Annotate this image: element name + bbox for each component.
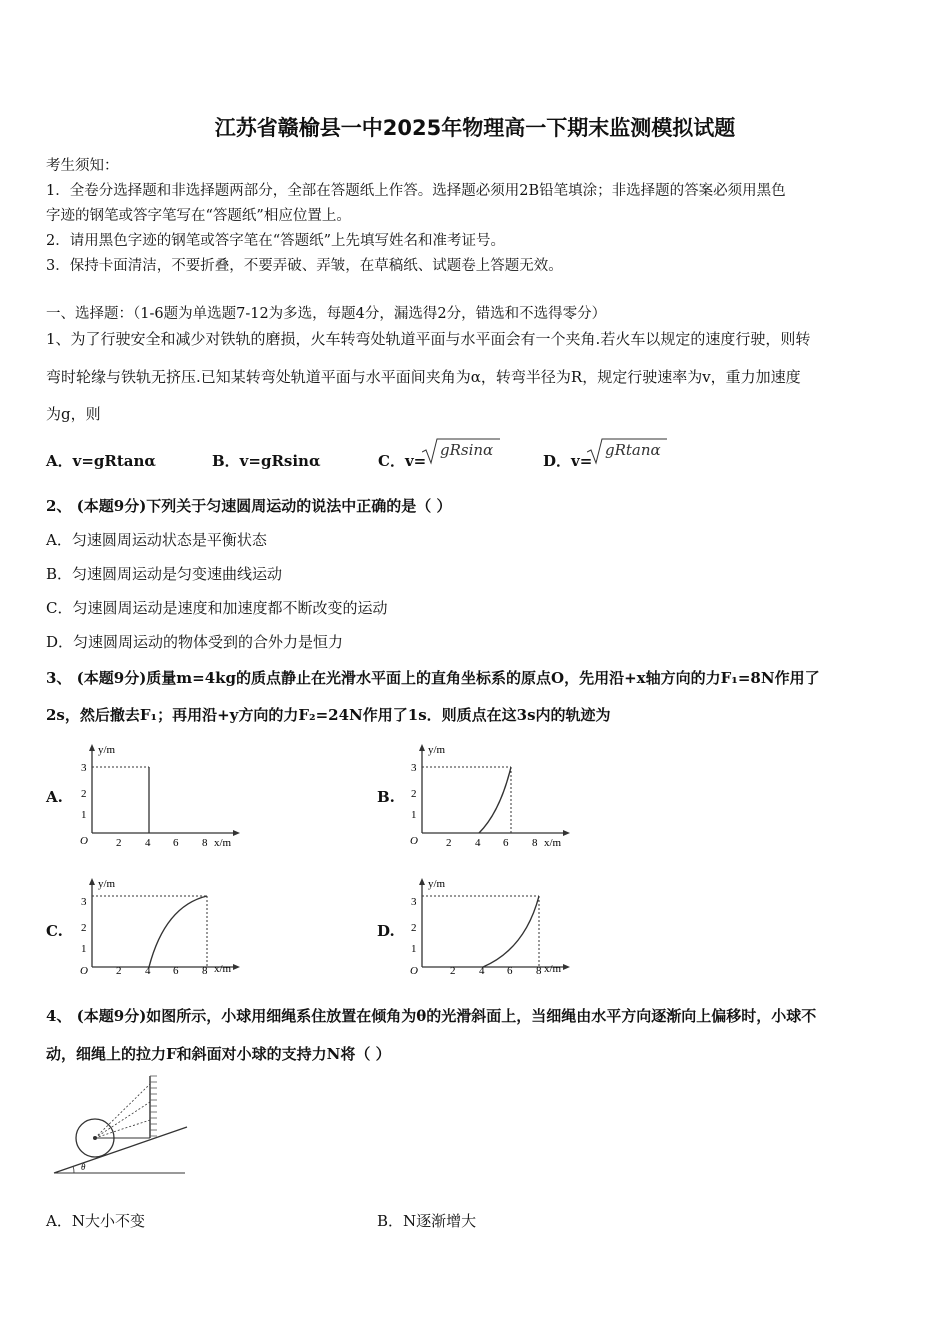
x-tick: 8 [202, 965, 208, 977]
x-tick: 6 [507, 965, 513, 977]
q4-option-a[interactable]: A．N大小不变 [46, 1212, 145, 1230]
q1-option-a[interactable]: A．v=gRtanα [46, 452, 156, 470]
q3-option-b-label[interactable]: B. [377, 788, 395, 806]
notice-item-2: 2．请用黑色字迹的钢笔或答字笔在“答题纸”上先填写姓名和准考证号。 [46, 233, 506, 249]
q3-option-d-label[interactable]: D. [377, 922, 395, 940]
y-tick: 3 [411, 762, 417, 774]
y-tick: 3 [81, 896, 87, 908]
theta-label: θ [81, 1162, 86, 1172]
q4-option-b[interactable]: B．N逐渐增大 [377, 1212, 477, 1230]
q3-option-a-label[interactable]: A. [46, 788, 63, 806]
q1-option-c-radicand: gRsinα [440, 441, 494, 459]
graph-y-label: y/m [98, 878, 116, 890]
q1-option-d-radicand: gRtanα [605, 441, 661, 459]
x-tick: 2 [450, 965, 456, 977]
notice-item-3: 3．保持卡面清洁，不要折叠，不要弄破、弄皱，在草稿纸、试题卷上答题无效。 [46, 258, 563, 274]
y-tick: 3 [411, 896, 417, 908]
y-tick: 1 [81, 943, 87, 955]
y-tick: 1 [411, 943, 417, 955]
x-tick: 4 [145, 965, 151, 977]
notice-item-1a: 1．全卷分选择题和非选择题两部分，全部在答题纸上作答。选择题必须用2B铅笔填涂；非选择题的答案必须用黑色 [46, 183, 786, 199]
q1-option-d-label: D．v= [543, 452, 593, 470]
q2-option-d[interactable]: D．匀速圆周运动的物体受到的合外力是恒力 [46, 633, 344, 651]
notice-heading: 考生须知： [46, 158, 119, 174]
graph-y-label: y/m [98, 744, 116, 756]
page-title: 江苏省赣榆县一中2025年物理高一下期末监测模拟试题 [214, 116, 736, 140]
q3-line-2: 2s，然后撤去F₁；再用沿+y方向的力F₂=24N作用了1s．则质点在这3s内的轨迹为 [46, 706, 611, 724]
q2-option-b[interactable]: B．匀速圆周运动是匀变速曲线运动 [46, 565, 283, 583]
q1-option-c-label: C．v= [378, 452, 427, 470]
x-tick: 6 [503, 837, 509, 849]
x-tick: 6 [173, 965, 179, 977]
q2-stem: 2、 (本题9分)下列关于匀速圆周运动的说法中正确的是（ ） [46, 497, 452, 515]
q4-line-1: 4、 (本题9分)如图所示，小球用细绳系住放置在倾角为θ的光滑斜面上，当细绳由水平方向逐渐向上偏移时，小球不 [46, 1007, 817, 1025]
graph-c[interactable] [70, 874, 250, 989]
incline-diagram [50, 1070, 200, 1180]
graph-origin: O [80, 965, 88, 977]
x-tick: 2 [446, 837, 452, 849]
x-tick: 8 [532, 837, 538, 849]
x-tick: 4 [479, 965, 485, 977]
q3-line-1: 3、 (本题9分)质量m=4kg的质点静止在光滑水平面上的直角坐标系的原点O，先用沿+x轴方向的力F₁=8N作用了 [46, 669, 820, 687]
q1-line-2: 弯时轮缘与铁轨无挤压.已知某转弯处轨道平面与水平面间夹角为α，转弯半径为R，规定行驶速率为v，重力加速度 [46, 368, 801, 386]
q1-line-1: 1、为了行驶安全和减少对铁轨的磨损，火车转弯处轨道平面与水平面会有一个夹角.若火车以规定的速度行驶，则转 [46, 330, 811, 348]
graph-a[interactable] [70, 740, 250, 855]
x-tick: 2 [116, 965, 122, 977]
graph-y-label: y/m [428, 878, 446, 890]
y-tick: 3 [81, 762, 87, 774]
graph-x-label: x/m [214, 963, 232, 975]
x-tick: 4 [475, 837, 481, 849]
x-tick: 6 [173, 837, 179, 849]
y-tick: 2 [81, 922, 87, 934]
section-heading: 一、选择题：（1-6题为单选题7-12为多选，每题4分，漏选得2分，错选和不选得零分） [46, 306, 607, 322]
x-tick: 8 [202, 837, 208, 849]
x-tick: 8 [536, 965, 542, 977]
q2-option-c[interactable]: C．匀速圆周运动是速度和加速度都不断改变的运动 [46, 599, 388, 617]
y-tick: 1 [411, 809, 417, 821]
graph-x-label: x/m [544, 837, 562, 849]
y-tick: 1 [81, 809, 87, 821]
q4-line-2: 动，细绳上的拉力F和斜面对小球的支持力N将（ ） [46, 1045, 391, 1063]
q2-option-a[interactable]: A．匀速圆周运动状态是平衡状态 [46, 531, 267, 549]
q3-option-c-label[interactable]: C. [46, 922, 63, 940]
graph-origin: O [410, 965, 418, 977]
y-tick: 2 [411, 788, 417, 800]
x-tick: 4 [145, 837, 151, 849]
graph-y-label: y/m [428, 744, 446, 756]
graph-x-label: x/m [544, 963, 562, 975]
graph-x-label: x/m [214, 837, 232, 849]
graph-d[interactable] [400, 874, 580, 989]
notice-item-1b: 字迹的钢笔或答字笔写在“答题纸”相应位置上。 [46, 208, 351, 224]
y-tick: 2 [81, 788, 87, 800]
q1-option-b[interactable]: B．v=gRsinα [212, 452, 321, 470]
graph-origin: O [80, 835, 88, 847]
graph-origin: O [410, 835, 418, 847]
graph-b[interactable] [400, 740, 580, 855]
q1-line-3: 为g，则 [46, 405, 101, 423]
x-tick: 2 [116, 837, 122, 849]
y-tick: 2 [411, 922, 417, 934]
